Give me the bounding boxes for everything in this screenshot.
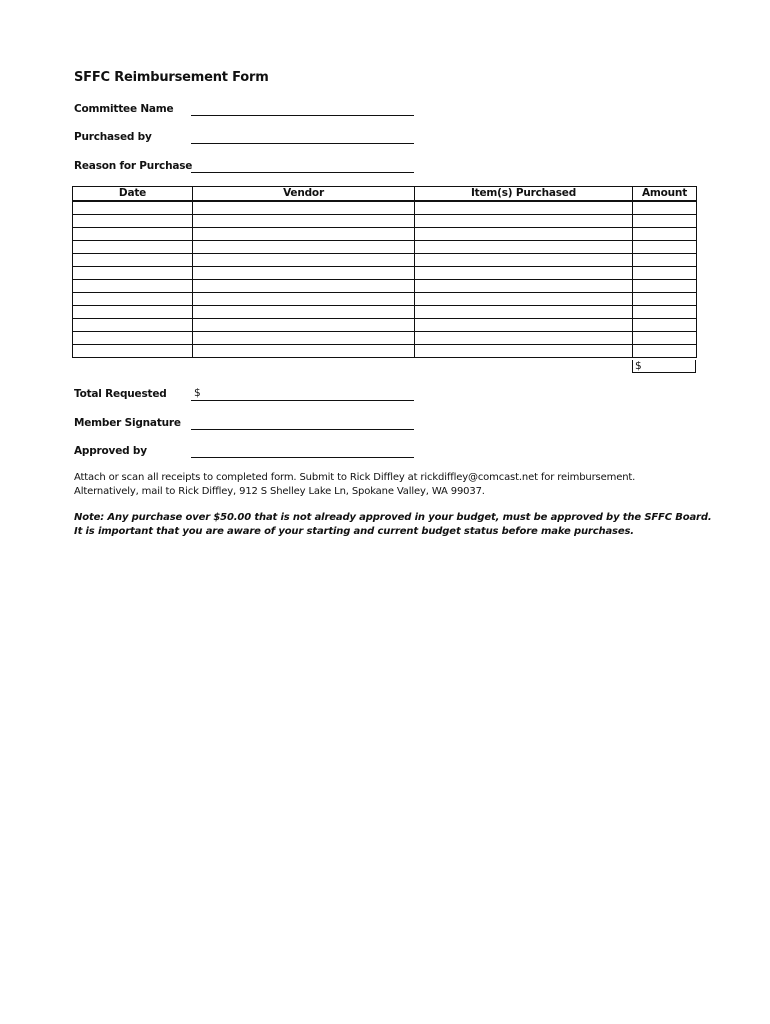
items-cell[interactable] — [415, 215, 633, 228]
vendor-cell[interactable] — [193, 267, 415, 280]
date-cell[interactable] — [73, 345, 193, 358]
date-cell[interactable] — [73, 267, 193, 280]
items-cell[interactable] — [415, 254, 633, 267]
amount-cell[interactable] — [633, 228, 697, 241]
table-row — [73, 267, 697, 280]
items-column-header: Item(s) Purchased — [415, 187, 633, 202]
amount-cell[interactable] — [633, 332, 697, 345]
table-row — [73, 332, 697, 345]
vendor-cell[interactable] — [193, 345, 415, 358]
table-row — [73, 215, 697, 228]
items-cell[interactable] — [415, 228, 633, 241]
instructions-line-1: Attach or scan all receipts to completed form. Submit to Rick Diffley at rickdiffley@comcast.net for reimbursement. — [74, 472, 636, 483]
amount-cell[interactable] — [633, 241, 697, 254]
vendor-cell[interactable] — [193, 306, 415, 319]
date-cell[interactable] — [73, 332, 193, 345]
vendor-cell[interactable] — [193, 228, 415, 241]
form-title: SFFC Reimbursement Form — [74, 70, 269, 85]
total-requested-label: Total Requested — [74, 388, 167, 400]
committee-name-field[interactable] — [191, 102, 414, 116]
amount-cell[interactable] — [633, 293, 697, 306]
instructions-line-2: Alternatively, mail to Rick Diffley, 912 S Shelley Lake Ln, Spokane Valley, WA 99037. — [74, 486, 485, 497]
date-cell[interactable] — [73, 254, 193, 267]
date-cell[interactable] — [73, 293, 193, 306]
purchase-items-table — [72, 186, 697, 358]
vendor-cell[interactable] — [193, 319, 415, 332]
amount-column-header: Amount — [633, 187, 697, 202]
table-row — [73, 201, 697, 215]
table-header-row — [73, 187, 697, 202]
table-row — [73, 345, 697, 358]
amount-cell[interactable] — [633, 319, 697, 332]
vendor-cell[interactable] — [193, 332, 415, 345]
vendor-cell[interactable] — [193, 280, 415, 293]
items-cell[interactable] — [415, 241, 633, 254]
approved-by-label: Approved by — [74, 445, 147, 457]
items-cell[interactable] — [415, 201, 633, 215]
table-row — [73, 241, 697, 254]
table-row — [73, 293, 697, 306]
committee-name-label: Committee Name — [74, 103, 174, 115]
total-requested-field[interactable]: $ — [191, 387, 414, 401]
submission-instructions — [74, 471, 635, 499]
note-line-2: It is important that you are aware of your starting and current budget status before make purchases. — [74, 526, 634, 537]
items-cell[interactable] — [415, 280, 633, 293]
items-cell[interactable] — [415, 293, 633, 306]
items-cell[interactable] — [415, 306, 633, 319]
date-cell[interactable] — [73, 215, 193, 228]
vendor-cell[interactable] — [193, 215, 415, 228]
reason-for-purchase-field[interactable] — [191, 159, 414, 173]
amount-cell[interactable] — [633, 280, 697, 293]
purchased-by-field[interactable] — [191, 130, 414, 144]
table-row — [73, 280, 697, 293]
date-cell[interactable] — [73, 306, 193, 319]
purchased-by-label: Purchased by — [74, 131, 152, 143]
items-cell[interactable] — [415, 267, 633, 280]
reason-for-purchase-label: Reason for Purchase — [74, 160, 193, 172]
amount-cell[interactable] — [633, 201, 697, 215]
table-row — [73, 306, 697, 319]
table-row — [73, 319, 697, 332]
amount-total-cell: $ — [632, 360, 696, 373]
amount-cell[interactable] — [633, 345, 697, 358]
note-line-1: Note: Any purchase over $50.00 that is not already approved in your budget, must be approved by the SFFC Board. — [74, 512, 712, 523]
budget-approval-note — [74, 511, 712, 539]
member-signature-label: Member Signature — [74, 417, 181, 429]
vendor-cell[interactable] — [193, 201, 415, 215]
date-cell[interactable] — [73, 241, 193, 254]
table-row — [73, 228, 697, 241]
vendor-cell[interactable] — [193, 293, 415, 306]
amount-cell[interactable] — [633, 306, 697, 319]
amount-cell[interactable] — [633, 267, 697, 280]
vendor-cell[interactable] — [193, 254, 415, 267]
date-cell[interactable] — [73, 228, 193, 241]
amount-cell[interactable] — [633, 254, 697, 267]
member-signature-field[interactable] — [191, 416, 414, 430]
vendor-cell[interactable] — [193, 241, 415, 254]
date-column-header: Date — [73, 187, 193, 202]
amount-cell[interactable] — [633, 215, 697, 228]
vendor-column-header: Vendor — [193, 187, 415, 202]
items-cell[interactable] — [415, 319, 633, 332]
date-cell[interactable] — [73, 201, 193, 215]
items-cell[interactable] — [415, 345, 633, 358]
table-row — [73, 254, 697, 267]
date-cell[interactable] — [73, 280, 193, 293]
approved-by-field[interactable] — [191, 444, 414, 458]
date-cell[interactable] — [73, 319, 193, 332]
items-cell[interactable] — [415, 332, 633, 345]
